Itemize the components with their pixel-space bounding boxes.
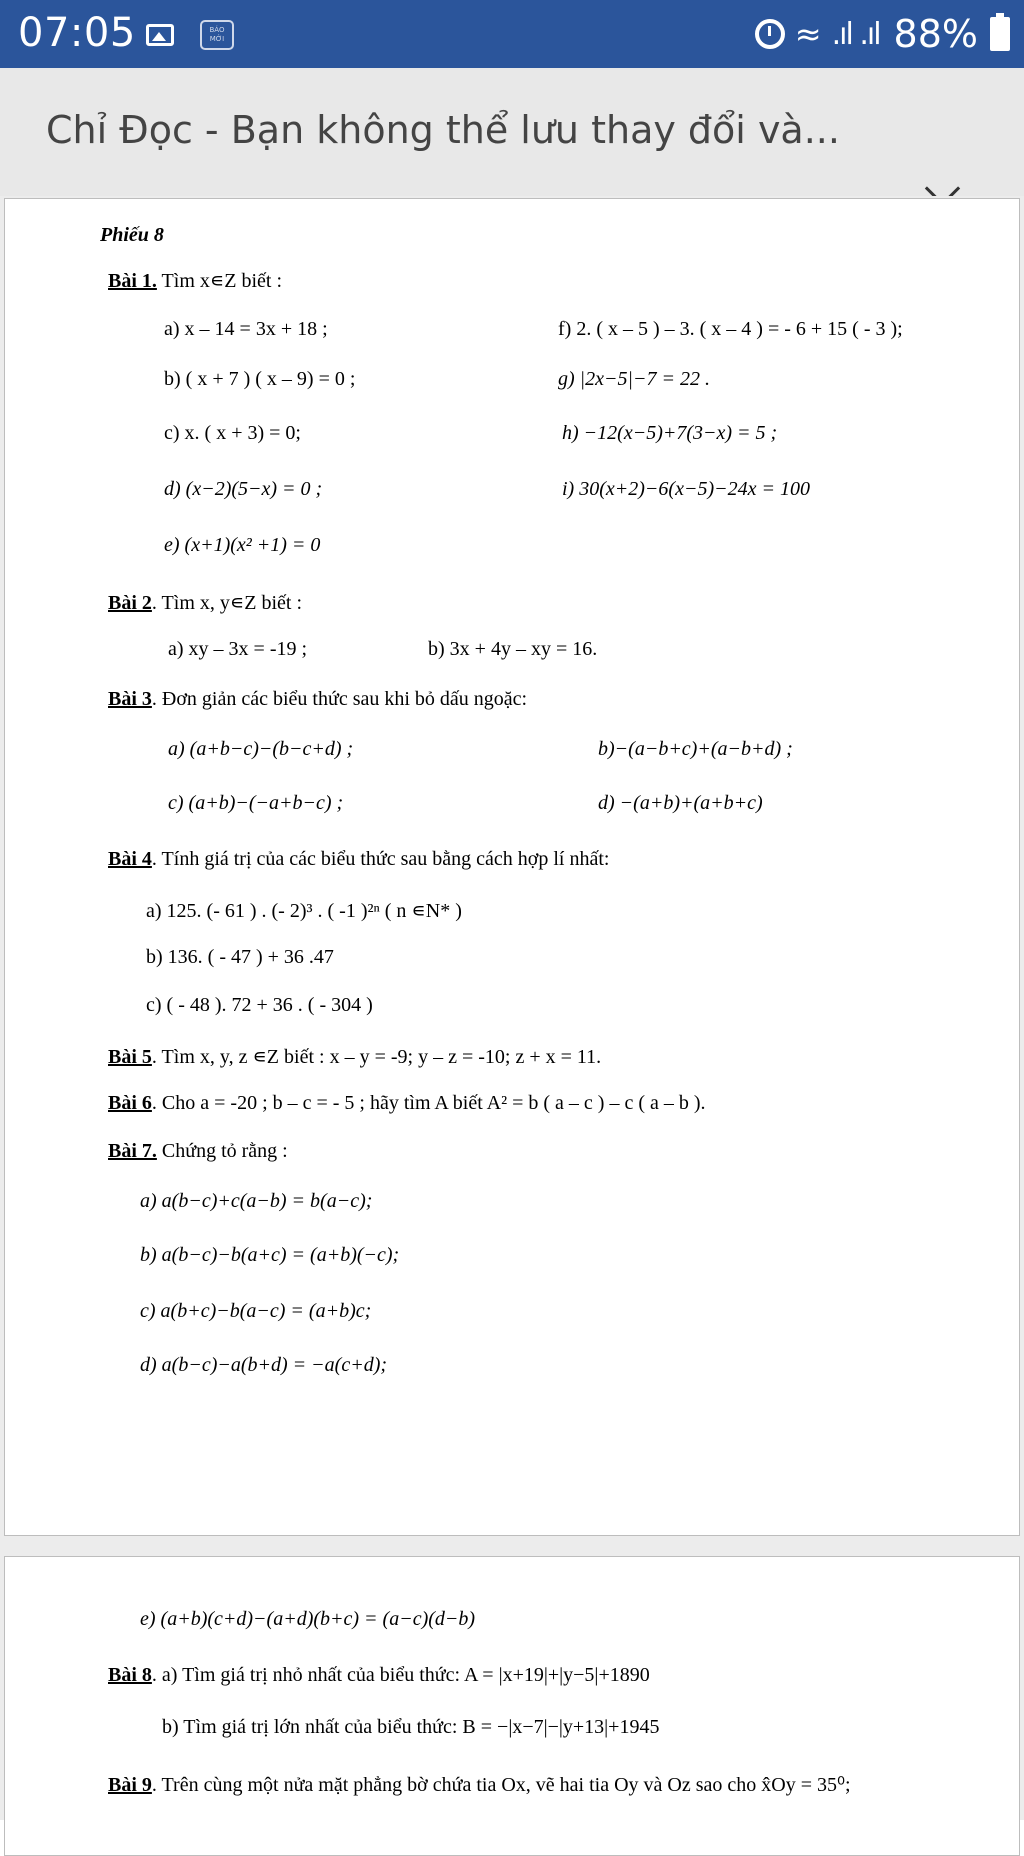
exercise-1-item: i) 30(x+2)−6(x−5)−24x = 100 bbox=[562, 478, 810, 500]
exercise-8-a-text: . a) Tìm giá trị nhỏ nhất của biểu thức: A = |x+19|+|y−5|+1890 bbox=[151, 1664, 650, 1686]
exercise-7-item: c) a(b+c)−b(a−c) = (a+b)c; bbox=[140, 1300, 372, 1322]
exercise-7-item: b) a(b−c)−b(a+c) = (a+b)(−c); bbox=[140, 1244, 400, 1266]
exercise-5-text: . Tìm x, y, z ∊Z biết : x – y = -9; y – z = -10; z + x = 11. bbox=[151, 1046, 602, 1068]
document-header[interactable] bbox=[0, 68, 1024, 197]
exercise-3-item: c) (a+b)−(−a+b−c) ; bbox=[168, 792, 344, 814]
exercise-3-label: Bài 3 bbox=[108, 688, 152, 710]
exercise-8-a bbox=[108, 1664, 650, 1687]
exercise-2-text: . Tìm x, y∊Z biết : bbox=[151, 592, 302, 614]
exercise-6-label: Bài 6 bbox=[108, 1092, 152, 1114]
exercise-1-item: c) x. ( x + 3) = 0; bbox=[164, 422, 301, 444]
exercise-1-item: e) (x+1)(x² +1) = 0 bbox=[164, 534, 321, 556]
exercise-9-text: . Trên cùng một nửa mặt phẳng bờ chứa tia Ox, vẽ hai tia Oy và Oz sao cho x̂Oy = 35⁰; bbox=[151, 1774, 851, 1796]
exercise-4-item: b) 136. ( - 47 ) + 36 .47 bbox=[146, 946, 334, 968]
sheet-title: Phiếu 8 bbox=[100, 224, 164, 246]
wifi-icon: ≈ bbox=[794, 15, 822, 53]
clock: 07:05 bbox=[18, 10, 136, 56]
status-icons bbox=[755, 10, 1010, 58]
exercise-1-item: a) x – 14 = 3x + 18 ; bbox=[164, 318, 328, 340]
exercise-4-text: . Tính giá trị của các biểu thức sau bằng cách hợp lí nhất: bbox=[151, 848, 610, 870]
exercise-2-item: b) 3x + 4y – xy = 16. bbox=[428, 638, 598, 660]
exercise-7-item: e) (a+b)(c+d)−(a+d)(b+c) = (a−c)(d−b) bbox=[140, 1608, 476, 1630]
exercise-7-label: Bài 7. bbox=[108, 1140, 157, 1162]
exercise-1-item: d) (x−2)(5−x) = 0 ; bbox=[164, 478, 323, 500]
exercise-1-text: Tìm x∊Z biết : bbox=[161, 270, 282, 292]
exercise-8-label: Bài 8 bbox=[108, 1664, 152, 1686]
exercise-2-item: a) xy – 3x = -19 ; bbox=[168, 638, 308, 660]
exercise-7-item: a) a(b−c)+c(a−b) = b(a−c); bbox=[140, 1190, 373, 1212]
exercise-1-item: b) ( x + 7 ) ( x – 9) = 0 ; bbox=[164, 368, 356, 390]
exercise-3-heading bbox=[108, 688, 527, 711]
exercise-2-label: Bài 2 bbox=[108, 592, 152, 614]
exercise-6 bbox=[108, 1092, 706, 1115]
battery-icon bbox=[990, 17, 1010, 51]
exercise-1-item: h) −12(x−5)+7(3−x) = 5 ; bbox=[562, 422, 778, 444]
battery-percent: 88% bbox=[893, 12, 978, 56]
status-bar bbox=[0, 0, 1024, 68]
exercise-3-item: b)−(a−b+c)+(a−b+d) ; bbox=[598, 738, 793, 760]
exercise-9-label: Bài 9 bbox=[108, 1774, 152, 1796]
exercise-3-text: . Đơn giản các biểu thức sau khi bỏ dấu ngoặc: bbox=[151, 688, 528, 710]
exercise-4-item: a) 125. (- 61 ) . (- 2)³ . ( -1 )²ⁿ ( n ∊N* ) bbox=[146, 900, 462, 922]
exercise-1-heading bbox=[108, 268, 282, 293]
exercise-1-item: f) 2. ( x – 5 ) – 3. ( x – 4 ) = - 6 + 15 ( - 3 ); bbox=[558, 318, 903, 340]
exercise-5 bbox=[108, 1044, 601, 1069]
exercise-7-text: Chứng tỏ rằng : bbox=[156, 1140, 288, 1162]
exercise-1-label: Bài 1. bbox=[108, 270, 157, 292]
exercise-9 bbox=[108, 1772, 851, 1797]
exercise-5-label: Bài 5 bbox=[108, 1046, 152, 1068]
exercise-3-item: a) (a+b−c)−(b−c+d) ; bbox=[168, 738, 354, 760]
exercise-1-item: g) |2x−5|−7 = 22 . bbox=[558, 368, 711, 390]
alarm-icon bbox=[755, 19, 785, 49]
exercise-4-label: Bài 4 bbox=[108, 848, 152, 870]
news-app-icon: BÁO MỚI bbox=[200, 20, 234, 50]
exercise-4-heading bbox=[108, 848, 609, 871]
signal-icon: .ıl .ıl bbox=[831, 16, 880, 52]
exercise-6-text: . Cho a = -20 ; b – c = - 5 ; hãy tìm A biết A² = b ( a – c ) – c ( a – b ). bbox=[151, 1092, 706, 1114]
exercise-7-heading bbox=[108, 1140, 288, 1163]
exercise-4-item: c) ( - 48 ). 72 + 36 . ( - 304 ) bbox=[146, 994, 373, 1016]
exercise-7-item: d) a(b−c)−a(b+d) = −a(c+d); bbox=[140, 1354, 388, 1376]
read-only-banner[interactable]: Chỉ Đọc - Bạn không thể lưu thay đổi và... bbox=[46, 108, 840, 152]
exercise-3-item: d) −(a+b)+(a+b+c) bbox=[598, 792, 763, 814]
image-icon bbox=[146, 24, 174, 46]
exercise-8-b: b) Tìm giá trị lớn nhất của biểu thức: B = −|x−7|−|y+13|+1945 bbox=[162, 1716, 660, 1738]
document-page-2 bbox=[4, 1556, 1020, 1856]
exercise-2-heading bbox=[108, 590, 302, 615]
